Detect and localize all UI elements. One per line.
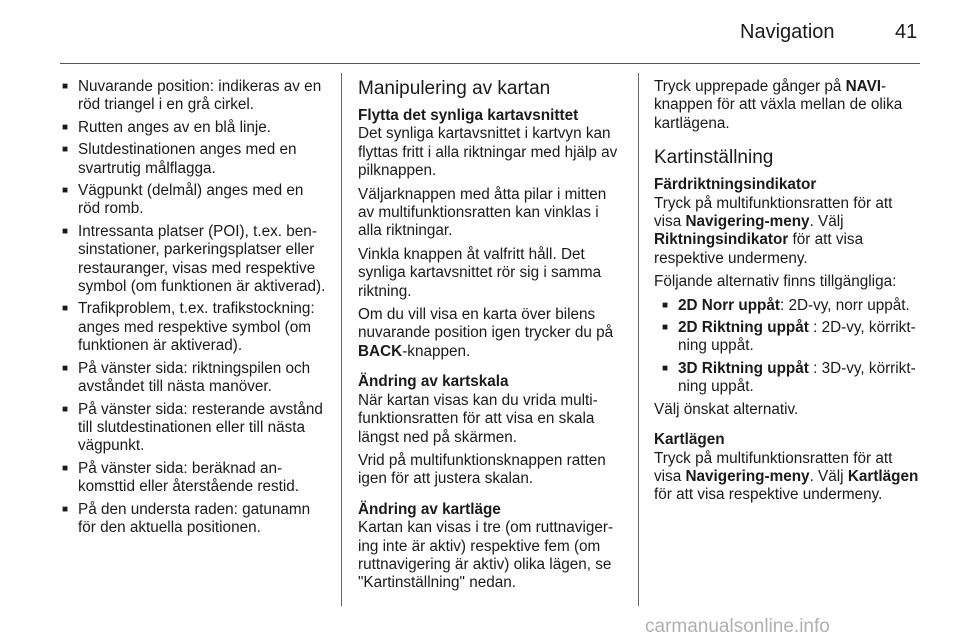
paragraph: Välj önskat alternativ. bbox=[654, 400, 799, 418]
bullet-square-icon: ■ bbox=[662, 322, 669, 334]
bullet-square-icon: ■ bbox=[62, 362, 69, 374]
option-item: ■ 2D Norr uppåt: 2D-vy, norr uppåt. bbox=[662, 296, 910, 314]
paragraph: Tryck på multifunktionsratten för att visa Navigering-meny. Välj Riktningsindikator för att visa respektive undermeny. bbox=[654, 194, 893, 267]
page-header-title: Navigation bbox=[740, 21, 835, 43]
key-name: BACK bbox=[358, 342, 403, 360]
watermark: carmanualsonline.info bbox=[645, 616, 830, 637]
bullet-square-icon: ■ bbox=[662, 299, 669, 311]
section-heading: Kartinställning bbox=[654, 147, 774, 169]
bullet-item: ■ På vänster sida: resterande avstånd till slutdestinationen eller till nästa vägpunkt. bbox=[62, 400, 323, 455]
bullet-item: ■ Nuvarande position: indikeras av en röd triangel i en grå cirkel. bbox=[62, 78, 322, 114]
menu-name: Riktningsindikator bbox=[654, 231, 789, 249]
header-divider bbox=[60, 63, 920, 64]
option-item: ■ 2D Riktning uppåt : 2D-vy, körriktning uppåt. bbox=[662, 319, 916, 355]
column-divider bbox=[638, 73, 639, 606]
bullet-square-icon: ■ bbox=[62, 185, 69, 197]
subsection-title: Ändring av kartskala bbox=[358, 373, 509, 391]
bullet-item: ■ Slutdestinationen anges med en svartrutig målflagga. bbox=[62, 141, 297, 177]
bullet-square-icon: ■ bbox=[62, 121, 69, 133]
bullet-square-icon: ■ bbox=[62, 503, 69, 515]
paragraph: Vrid på multifunktionsknappen ratten igen för att justera skalan. bbox=[358, 451, 606, 488]
bullet-square-icon: ■ bbox=[62, 144, 69, 156]
paragraph: Följande alternativ finns tillgängliga: bbox=[654, 273, 897, 291]
bullet-square-icon: ■ bbox=[62, 462, 69, 474]
bullet-square-icon: ■ bbox=[62, 81, 69, 92]
paragraph: Om du vill visa en karta över bilens nuvarande position igen trycker du på BACK-knappen. bbox=[358, 306, 614, 360]
subsection-title: Färdriktningsindikator bbox=[654, 176, 817, 194]
menu-name: Kartlägen bbox=[847, 467, 919, 485]
paragraph: Kartan kan visas i tre (om ruttnavigering inte är aktiv) respektive fem (om ruttnavigering är aktiv) olika lägen, se "Kartinställning" nedan. bbox=[358, 519, 614, 592]
page-number: 41 bbox=[895, 21, 918, 43]
bullet-item: ■ Vägpunkt (delmål) anges med en röd romb. bbox=[62, 182, 304, 218]
bullet-item: ■ På vänster sida: beräknad ankomsttid eller återstående restid. bbox=[62, 459, 300, 496]
bullet-item: ■ Rutten anges av en blå linje. bbox=[62, 118, 272, 136]
bullet-square-icon: ■ bbox=[62, 303, 69, 315]
column-divider bbox=[341, 73, 342, 606]
paragraph: Det synliga kartavsnittet i kartvyn kan flyttas fritt i alla riktningar med hjälp av pilknappen. bbox=[358, 125, 618, 180]
paragraph: Vinkla knappen åt valfritt håll. Det synliga kartavsnittet rör sig i samma riktning. bbox=[358, 245, 602, 300]
section-heading: Manipulering av kartan bbox=[358, 78, 551, 99]
column-1 bbox=[62, 78, 326, 541]
menu-name: Navigering-meny bbox=[685, 467, 810, 485]
column-2 bbox=[358, 78, 625, 598]
menu-name: Navigering-meny bbox=[685, 213, 810, 231]
bullet-square-icon: ■ bbox=[62, 225, 69, 237]
key-name: NAVI bbox=[845, 78, 882, 95]
bullet-square-icon: ■ bbox=[662, 362, 669, 374]
paragraph: Tryck upprepade gånger på NAVI-knappen för att växla mellan de olika kartlägena. bbox=[654, 78, 903, 132]
subsection-title: Ändring av kartläge bbox=[358, 500, 501, 518]
bullet-item: ■ På vänster sida: riktningspilen och avståndet till nästa manöver. bbox=[62, 359, 311, 396]
paragraph: Väljarknappen med åtta pilar i mitten av multifunktionsratten kan vinklas i alla riktningar. bbox=[358, 185, 607, 240]
bullet-item: ■ På den understa raden: gatunamn för den aktuella positionen. bbox=[62, 500, 311, 536]
bullet-item: ■ Trafikproblem, t.ex. trafikstockning: anges med respektive symbol (om funktionen är aktiverad). bbox=[62, 300, 315, 355]
bullet-square-icon: ■ bbox=[62, 403, 69, 415]
column-3 bbox=[654, 78, 920, 510]
option-item: ■ 3D Riktning uppåt : 3D-vy, körriktning uppåt. bbox=[662, 359, 916, 396]
paragraph: När kartan visas kan du vrida multifunktionsratten för att visa en skala längst ned på skärmen. bbox=[358, 391, 598, 446]
bullet-item: ■ Intressanta platser (POI), t.ex. bensinstationer, parkeringsplatser eller restauranger, visas med respektive symbol (om funktionen är aktiverad). bbox=[62, 222, 326, 296]
paragraph: Tryck på multifunktionsratten för att visa Navigering-meny. Välj Kartlägen för att visa respektive undermeny. bbox=[654, 449, 919, 504]
subsection-title: Flytta det synliga kartavsnittet bbox=[358, 107, 579, 124]
subsection-title: Kartlägen bbox=[654, 431, 725, 449]
